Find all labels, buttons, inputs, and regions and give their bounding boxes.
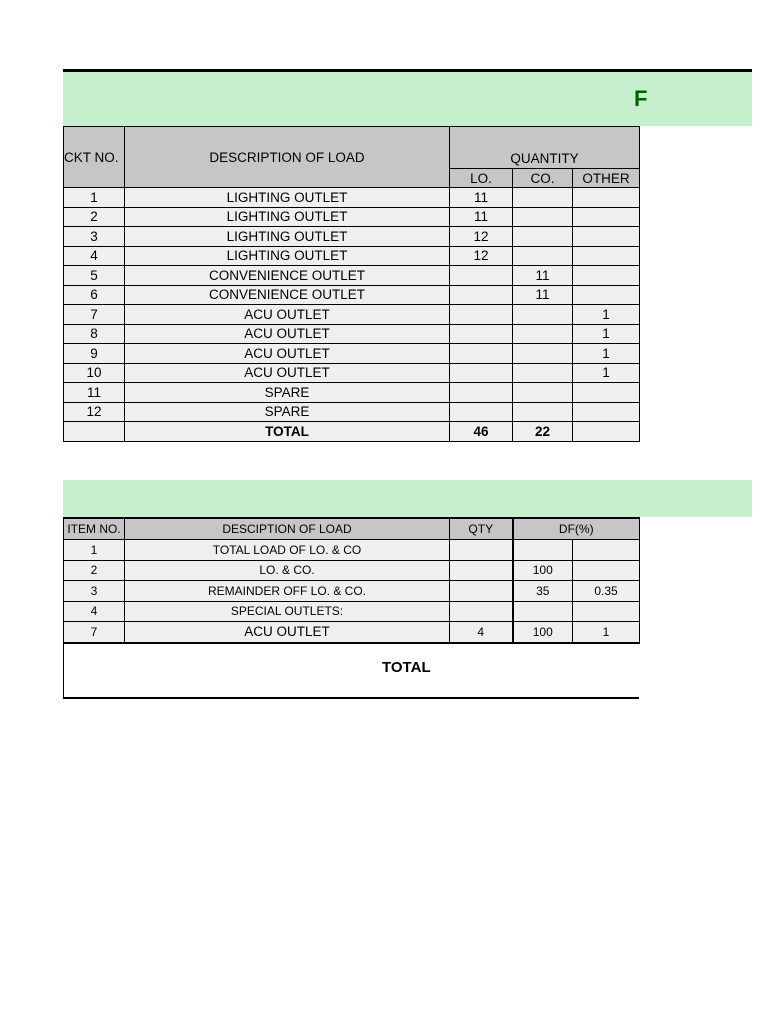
- cell-ckt: 5: [64, 266, 125, 286]
- cell-other: 1: [573, 305, 640, 325]
- table-row: [64, 246, 640, 266]
- header-other: OTHER: [573, 169, 640, 188]
- table-row: [64, 540, 640, 561]
- header-df: DF(%): [513, 518, 640, 540]
- cell-ckt: 4: [64, 246, 125, 266]
- table-row: [64, 560, 640, 581]
- table-row: [64, 344, 640, 364]
- cell-factor: 1: [573, 622, 640, 643]
- header-lo: LO.: [450, 169, 513, 188]
- cell-lo: [450, 266, 513, 286]
- cell-co: 11: [513, 285, 573, 305]
- table2-title-band: [63, 480, 752, 517]
- cell-desc: LIGHTING OUTLET: [125, 207, 450, 227]
- table1-title-band: [63, 69, 752, 126]
- cell-co: [513, 363, 573, 383]
- grand-total-label: TOTAL: [382, 659, 431, 676]
- cell-lo: 11: [450, 207, 513, 227]
- cell-item: 4: [64, 601, 125, 622]
- table-row: [64, 363, 640, 383]
- cell-factor: [573, 601, 640, 622]
- cell-desc: SPARE: [125, 402, 450, 422]
- cell-item: 1: [64, 540, 125, 561]
- cell-df: 35: [513, 581, 573, 602]
- cell-desc: TOTAL LOAD OF LO. & CO: [125, 540, 450, 561]
- cell-other: [573, 402, 640, 422]
- table-row: [64, 266, 640, 286]
- cell-qty: 4: [450, 622, 513, 643]
- cell-other: [573, 227, 640, 247]
- table-row: [64, 601, 640, 622]
- header-co: CO.: [513, 169, 573, 188]
- cell-other: [573, 188, 640, 208]
- demand-factor-table: [63, 517, 640, 644]
- cell-co: [513, 227, 573, 247]
- table-row: [64, 324, 640, 344]
- cell-item: 2: [64, 560, 125, 581]
- cell-ckt: 11: [64, 383, 125, 403]
- cell-desc: CONVENIENCE OUTLET: [125, 285, 450, 305]
- cell-co: [513, 246, 573, 266]
- cell-desc: ACU OUTLET: [125, 324, 450, 344]
- cell-lo: [450, 285, 513, 305]
- cell-other: [573, 207, 640, 227]
- cell-other: [573, 383, 640, 403]
- cell-factor: [573, 540, 640, 561]
- cell-co: [513, 188, 573, 208]
- cell-lo: 11: [450, 188, 513, 208]
- cell-qty: [450, 560, 513, 581]
- cell-ckt: 3: [64, 227, 125, 247]
- cell-other: 1: [573, 324, 640, 344]
- cell-ckt: 7: [64, 305, 125, 325]
- header-item-no: ITEM NO.: [64, 518, 125, 540]
- cell-lo: [450, 344, 513, 364]
- cell-desc: LIGHTING OUTLET: [125, 188, 450, 208]
- cell-desc: REMAINDER OFF LO. & CO.: [125, 581, 450, 602]
- cell-lo: [450, 383, 513, 403]
- cell-desc: ACU OUTLET: [125, 305, 450, 325]
- cell-df: 100: [513, 622, 573, 643]
- cell-other: [573, 266, 640, 286]
- cell-co: [513, 207, 573, 227]
- cell-desc: ACU OUTLET: [125, 344, 450, 364]
- total-row: [64, 422, 640, 442]
- table-row: [64, 402, 640, 422]
- table-row: [64, 188, 640, 208]
- cell-co: [513, 324, 573, 344]
- cell-ckt: 2: [64, 207, 125, 227]
- cell-df: [513, 540, 573, 561]
- cell-desc: CONVENIENCE OUTLET: [125, 266, 450, 286]
- cell-lo: [450, 402, 513, 422]
- cell-co: 11: [513, 266, 573, 286]
- cell-ckt: 9: [64, 344, 125, 364]
- cell-co: [513, 402, 573, 422]
- cell-co: [513, 383, 573, 403]
- table-row: [64, 207, 640, 227]
- cell-lo: [450, 305, 513, 325]
- cell-qty: [450, 540, 513, 561]
- table1-title-fragment: F: [634, 86, 648, 111]
- cell-item: 7: [64, 622, 125, 643]
- header-qty: QTY: [450, 518, 513, 540]
- cell-other: 1: [573, 363, 640, 383]
- cell-ckt: 1: [64, 188, 125, 208]
- cell-ckt: 10: [64, 363, 125, 383]
- cell-lo: [450, 324, 513, 344]
- total-co: 22: [513, 422, 573, 442]
- table-row: [64, 227, 640, 247]
- total-lo: 46: [450, 422, 513, 442]
- cell-factor: [573, 560, 640, 581]
- cell-other: [573, 285, 640, 305]
- cell-qty: [450, 601, 513, 622]
- table-row: [64, 305, 640, 325]
- cell-desc: LIGHTING OUTLET: [125, 246, 450, 266]
- header-quantity: QUANTITY: [450, 127, 640, 169]
- cell-df: [513, 601, 573, 622]
- table-row: [64, 383, 640, 403]
- cell-other: [573, 246, 640, 266]
- total-label: TOTAL: [125, 422, 450, 442]
- cell-co: [513, 344, 573, 364]
- table-row: [64, 285, 640, 305]
- total-other: [573, 422, 640, 442]
- cell-co: [513, 305, 573, 325]
- cell-desc: ACU OUTLET: [125, 363, 450, 383]
- cell-desc: LIGHTING OUTLET: [125, 227, 450, 247]
- cell-factor: 0.35: [573, 581, 640, 602]
- total-ckt-cell: [64, 422, 125, 442]
- cell-other: 1: [573, 344, 640, 364]
- grand-total-box: [63, 640, 639, 699]
- cell-ckt: 6: [64, 285, 125, 305]
- cell-lo: [450, 363, 513, 383]
- table-row: [64, 581, 640, 602]
- cell-desc: ACU OUTLET: [125, 622, 450, 643]
- header-description: DESCRIPTION OF LOAD: [125, 127, 450, 188]
- cell-ckt: 12: [64, 402, 125, 422]
- header-description: DESCIPTION OF LOAD: [125, 518, 450, 540]
- cell-item: 3: [64, 581, 125, 602]
- cell-desc: SPARE: [125, 383, 450, 403]
- cell-df: 100: [513, 560, 573, 581]
- cell-desc: SPECIAL OUTLETS:: [125, 601, 450, 622]
- circuit-load-table: [63, 126, 640, 442]
- cell-qty: [450, 581, 513, 602]
- cell-lo: 12: [450, 246, 513, 266]
- cell-lo: 12: [450, 227, 513, 247]
- cell-ckt: 8: [64, 324, 125, 344]
- header-ckt-no: CKT NO.: [64, 127, 125, 188]
- cell-desc: LO. & CO.: [125, 560, 450, 581]
